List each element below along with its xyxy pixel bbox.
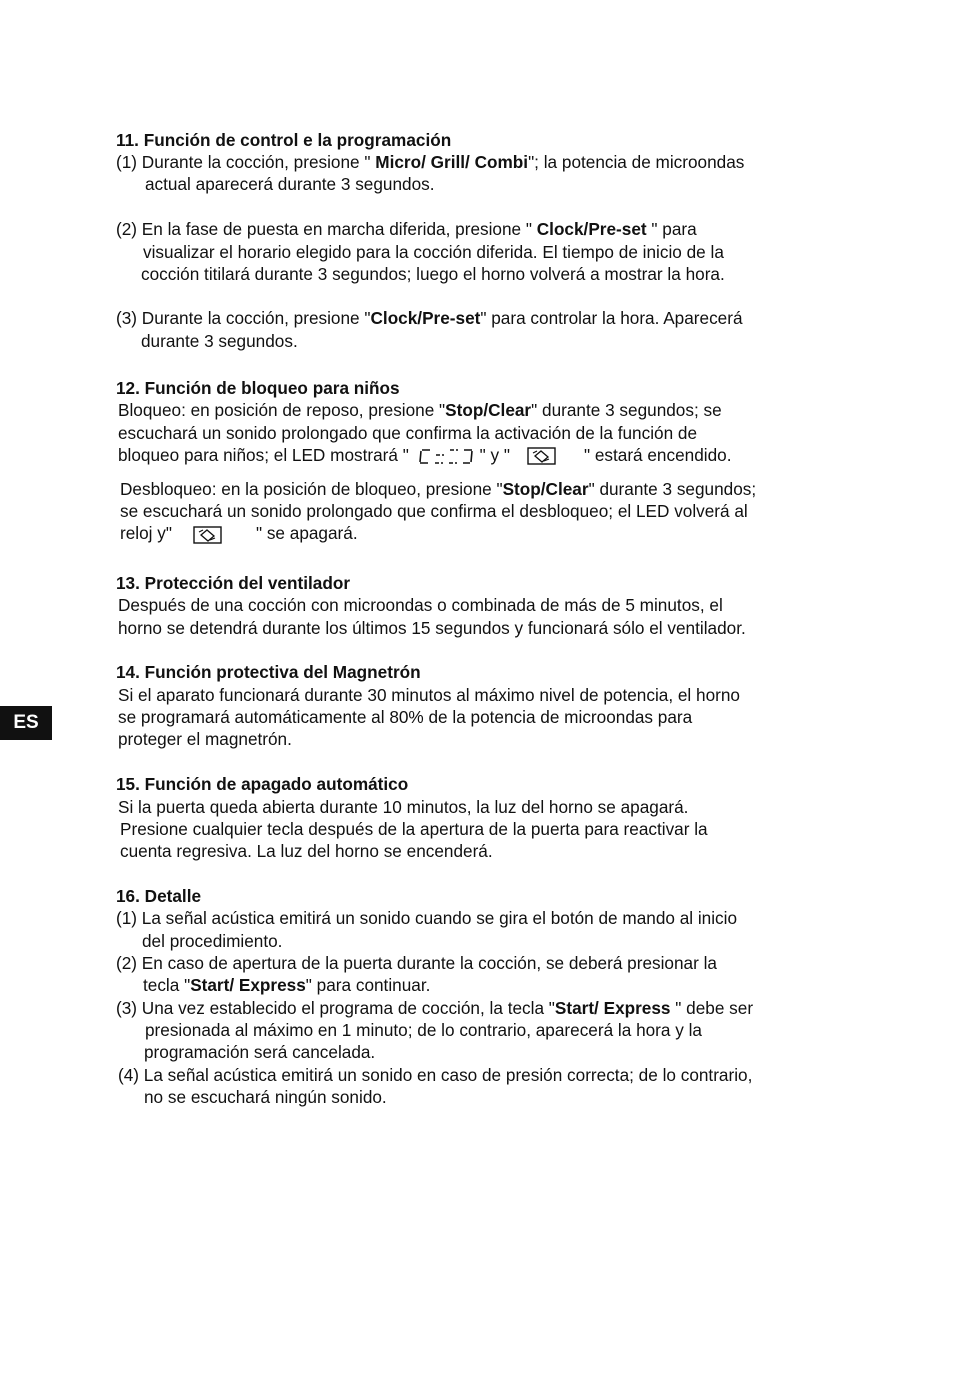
child-lock-icon bbox=[190, 524, 240, 544]
s11-item3-text-a: (3) Durante la cocción, presione " bbox=[116, 308, 371, 328]
s16-item1-line2: del procedimiento. bbox=[142, 931, 283, 951]
s12-p1-l3-text-c: " estará encendido. bbox=[583, 445, 732, 465]
section-16-title: 16. Detalle bbox=[116, 886, 202, 906]
s15-line3: cuenta regresiva. La luz del horno se encenderá. bbox=[120, 841, 493, 861]
s16-item1-line1: (1) La señal acústica emitirá un sonido cuando se gira el botón de mando al inicio bbox=[116, 908, 738, 928]
s11-item1-text-c: "; la potencia de microondas bbox=[528, 152, 745, 172]
s11-item2-line2: visualizar el horario elegido para la cocción diferida. El tiempo de inicio de la bbox=[143, 242, 724, 262]
s15-line1: Si la puerta queda abierta durante 10 minutos, la luz del horno se apagará. bbox=[118, 797, 689, 817]
s16-item2-line1: (2) En caso de apertura de la puerta durante la cocción, se deberá presionar la bbox=[116, 953, 717, 973]
s11-item3-line1 bbox=[116, 307, 743, 329]
s11-item2-text-c: " para bbox=[646, 219, 697, 239]
s12-p2-text-c: " durante 3 segundos; bbox=[588, 479, 757, 499]
s16-item3-key: Start/ Express bbox=[554, 998, 671, 1018]
section-14-title: 14. Función protectiva del Magnetrón bbox=[116, 662, 421, 682]
section-12-title: 12. Función de bloqueo para niños bbox=[116, 378, 400, 398]
s15-line2: Presione cualquier tecla después de la apertura de la puerta para reactivar la bbox=[120, 819, 708, 839]
s12-p1-line1 bbox=[118, 399, 722, 421]
language-tab: ES bbox=[0, 706, 52, 740]
s12-p2-text-a: Desbloqueo: en la posición de bloqueo, presione " bbox=[120, 479, 503, 499]
s11-item3-key: Clock/Pre-set bbox=[370, 308, 481, 328]
s12-p2-l3-text-a: reloj y" bbox=[120, 523, 172, 543]
s16-item2-text-a: tecla " bbox=[143, 975, 191, 995]
child-lock-icon bbox=[524, 446, 574, 466]
section-15-title: 15. Función de apagado automático bbox=[116, 774, 409, 794]
s12-p2-line2: se escuchará un sonido prolongado que confirma el desbloqueo; el LED volverá al bbox=[120, 501, 748, 521]
s12-p1-text-c: " durante 3 segundos; se bbox=[531, 400, 722, 420]
s16-item2-line2 bbox=[143, 974, 430, 996]
segment-display-icon bbox=[418, 447, 476, 465]
s12-p1-line3 bbox=[118, 444, 731, 466]
s11-item3-text-c: " para controlar la hora. Aparecerá bbox=[480, 308, 743, 328]
s16-item3-line1 bbox=[116, 997, 753, 1019]
s12-p2-line1 bbox=[120, 478, 756, 500]
section-13-title: 13. Protección del ventilador bbox=[116, 573, 351, 593]
s16-item2-text-c: " para continuar. bbox=[305, 975, 431, 995]
s11-item2-line3: cocción titilará durante 3 segundos; luego el horno volverá a mostrar la hora. bbox=[141, 264, 725, 284]
s14-line3: proteger el magnetrón. bbox=[118, 729, 292, 749]
s16-item3-line3: programación será cancelada. bbox=[144, 1042, 376, 1062]
s12-p2-l3-text-b: " se apagará. bbox=[255, 523, 358, 543]
s12-p1-text-a: Bloqueo: en posición de reposo, presione " bbox=[118, 400, 446, 420]
s12-p1-l3-text-b: " y " bbox=[479, 445, 510, 465]
s11-item2-key: Clock/Pre-set bbox=[536, 219, 647, 239]
section-11-title: 11. Función de control e la programación bbox=[116, 130, 452, 150]
s11-item2-text-a: (2) En la fase de puesta en marcha diferida, presione " bbox=[116, 219, 537, 239]
s12-p1-l3-text-a: bloqueo para niños; el LED mostrará " bbox=[118, 445, 414, 465]
s14-line2: se programará automáticamente al 80% de la potencia de microondas para bbox=[118, 707, 693, 727]
s11-item1-key: Micro/ Grill/ Combi bbox=[370, 152, 529, 172]
s11-item3-line2: durante 3 segundos. bbox=[141, 331, 298, 351]
s12-p1-line2: escuchará un sonido prolongado que confirma la activación de la función de bbox=[118, 423, 698, 443]
s12-p2-key: Stop/Clear bbox=[502, 479, 589, 499]
s16-item3-text-a: (3) Una vez establecido el programa de cocción, la tecla " bbox=[116, 998, 555, 1018]
s16-item3-line2: presionada al máximo en 1 minuto; de lo contrario, aparecerá la hora y la bbox=[145, 1020, 702, 1040]
s16-item2-key: Start/ Express bbox=[190, 975, 306, 995]
s11-item1-line1 bbox=[116, 151, 744, 173]
s12-p1-key: Stop/Clear bbox=[445, 400, 532, 420]
s16-item4-line2: no se escuchará ningún sonido. bbox=[144, 1087, 387, 1107]
s16-item3-text-c: " debe ser bbox=[670, 998, 754, 1018]
s11-item1-text-a: (1) Durante la cocción, presione " bbox=[116, 152, 371, 172]
s14-line1: Si el aparato funcionará durante 30 minutos al máximo nivel de potencia, el horno bbox=[118, 685, 740, 705]
s11-item1-line2: actual aparecerá durante 3 segundos. bbox=[145, 174, 435, 194]
s12-p2-line3 bbox=[120, 522, 358, 544]
s13-line1: Después de una cocción con microondas o combinada de más de 5 minutos, el bbox=[118, 595, 723, 615]
s13-line2: horno se detendrá durante los últimos 15 segundos y funcionará sólo el ventilador. bbox=[118, 618, 746, 638]
s16-item4-line1: (4) La señal acústica emitirá un sonido en caso de presión correcta; de lo contrario, bbox=[118, 1065, 753, 1085]
s11-item2-line1 bbox=[116, 218, 697, 240]
